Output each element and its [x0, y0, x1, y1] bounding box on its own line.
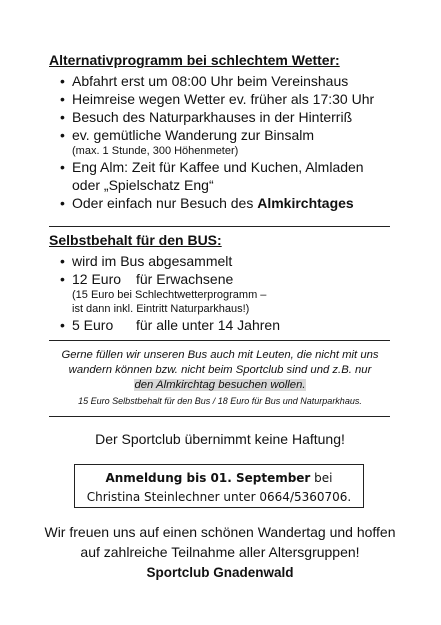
- highlighted-text: den Almkirchtag besuchen wollen.: [134, 379, 306, 391]
- divider: [49, 340, 390, 341]
- bus-price-note: 15 Euro Selbstbehalt für den Bus / 18 Euro für Bus und Naturparkhaus.: [78, 396, 362, 406]
- list-item-note: (max. 1 Stunde, 300 Höhenmeter): [72, 145, 239, 157]
- list-item: • Besuch des Naturparkhauses in der Hinterriß: [49, 108, 409, 126]
- list-item: • wird im Bus abgesammelt: [49, 252, 409, 270]
- bus-info-note: Gerne füllen wir unseren Bus auch mit Leuten, die nicht mit uns wandern können bzw. nicht beim Sportclub sind und z.B. nur den Almkirchtag besuchen wollen.: [61, 349, 379, 391]
- section-heading-weather: Alternativprogramm bei schlechtem Wetter:: [49, 52, 340, 68]
- signature: Sportclub Gnadenwald: [146, 565, 294, 580]
- bus-cost-list: [49, 252, 409, 334]
- list-item: • Heimreise wegen Wetter ev. früher als 17:30 Uhr: [49, 90, 409, 108]
- weather-program-list: [49, 72, 409, 212]
- list-item: • 5 Euro für alle unter 14 Jahren: [49, 316, 409, 334]
- list-item: • Abfahrt erst um 08:00 Uhr beim Vereinshaus: [49, 72, 409, 90]
- liability-notice: Der Sportclub übernimmt keine Haftung!: [95, 431, 345, 447]
- section-heading-bus: Selbstbehalt für den BUS:: [49, 232, 222, 248]
- divider: [49, 226, 390, 227]
- registration-box: Anmeldung bis 01. September bei Christina Steinlechner unter 0664/5360706.: [74, 464, 364, 508]
- list-item: • Eng Alm: Zeit für Kaffee und Kuchen, Almladen oder „Spielschatz Eng“: [49, 158, 409, 194]
- divider: [49, 416, 390, 417]
- list-item: • 12 Euro für Erwachsene (15 Euro bei Schlechtwetterprogramm – ist dann inkl. Eintritt Naturparkhaus!): [49, 270, 409, 316]
- list-item: • ev. gemütliche Wanderung zur Binsalm (max. 1 Stunde, 300 Höhenmeter): [49, 126, 409, 158]
- list-item: • Oder einfach nur Besuch des Almkirchtages: [49, 194, 409, 212]
- closing-text: Wir freuen uns auf einen schönen Wandertag und hoffen auf zahlreiche Teilnahme aller Altersgruppen!: [44, 524, 396, 560]
